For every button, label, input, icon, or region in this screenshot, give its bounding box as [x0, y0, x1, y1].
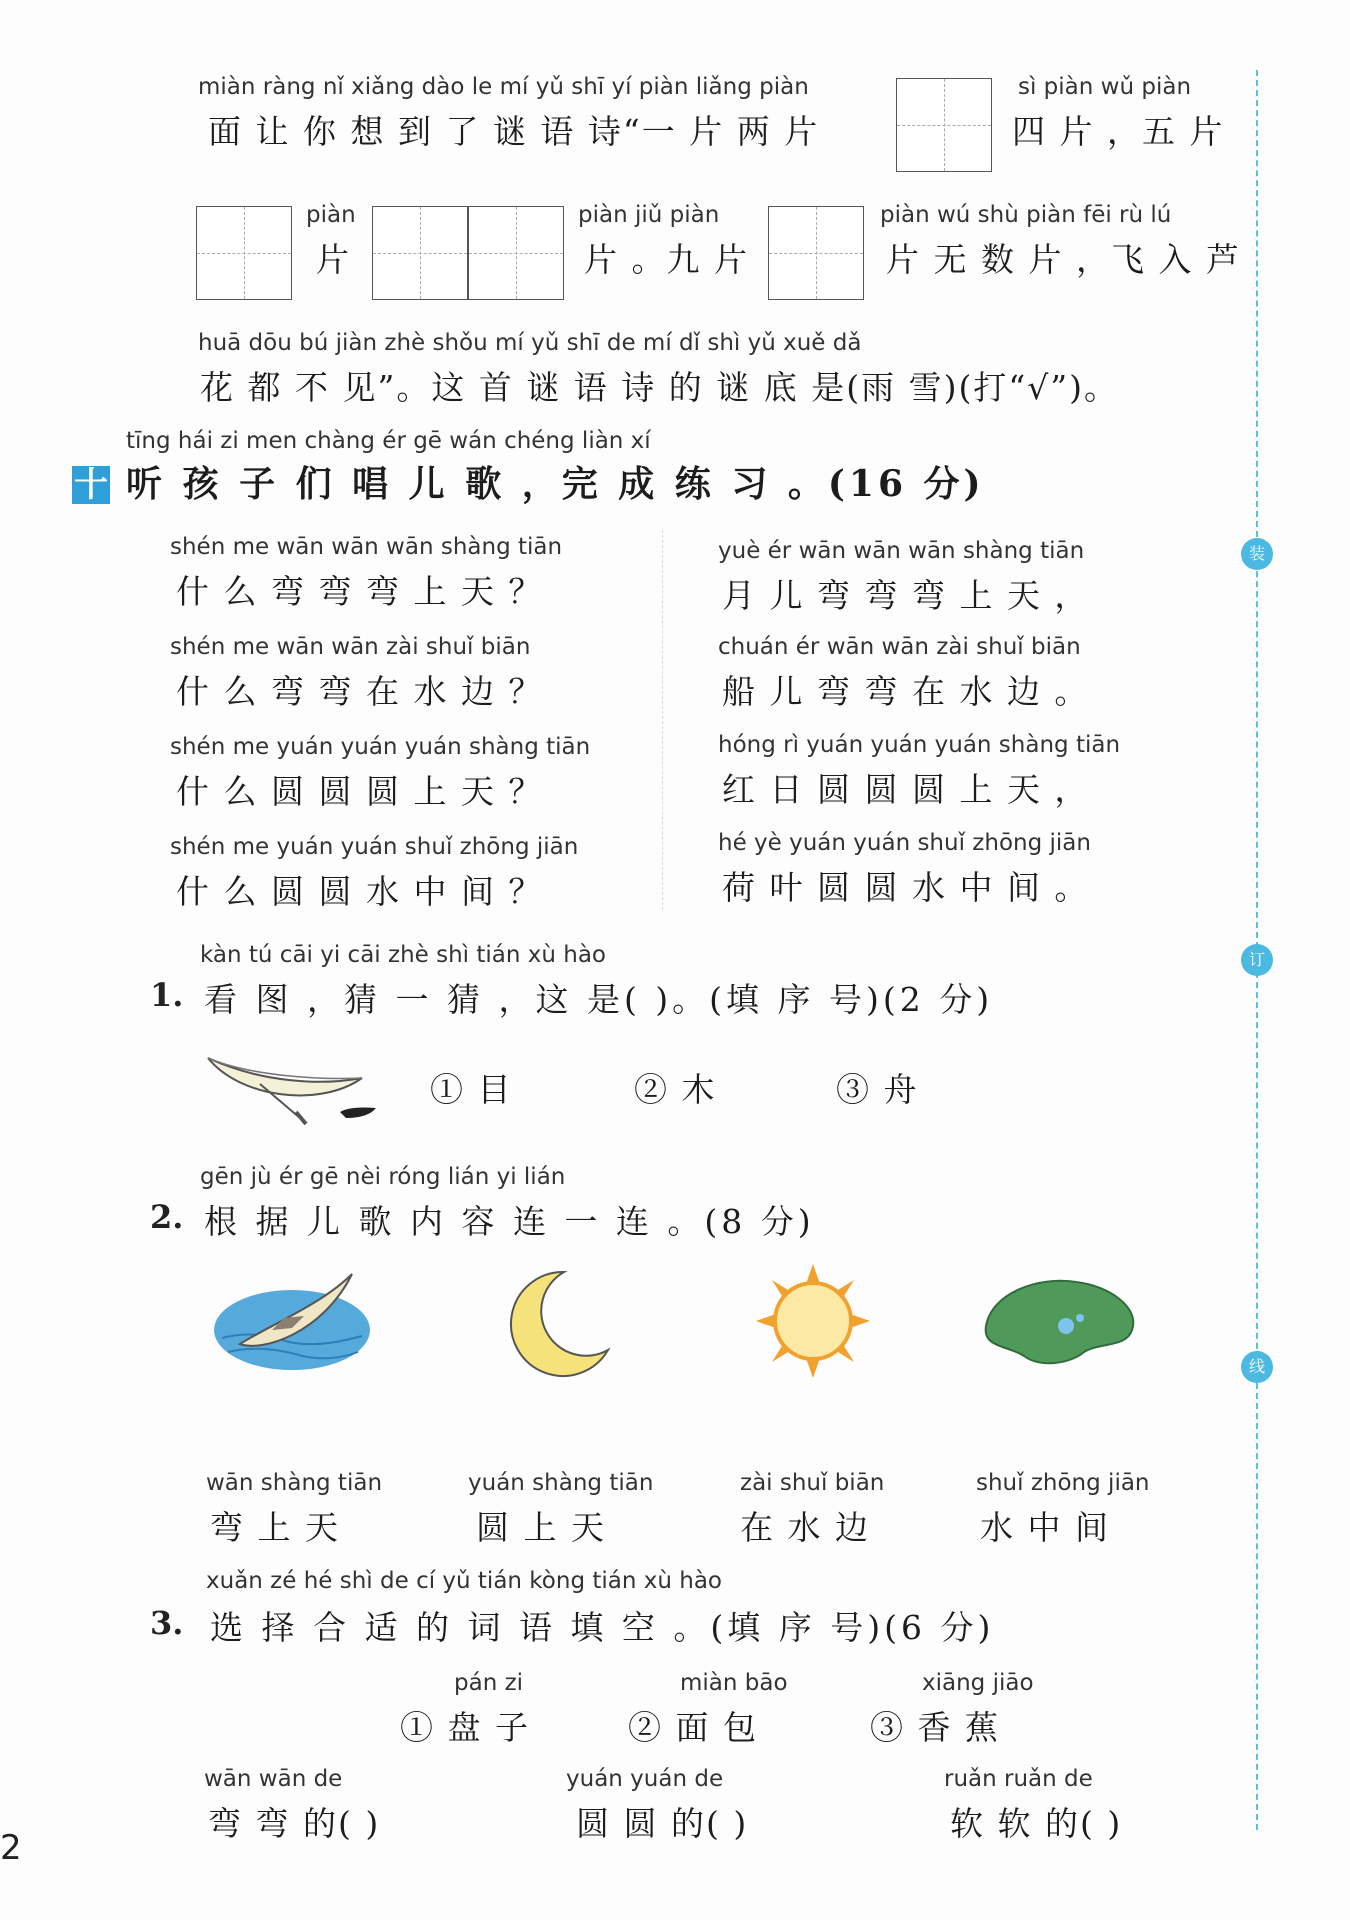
song-left-4-pinyin: shén me yuán yuán shuǐ zhōng jiān [170, 834, 579, 860]
margin-mark-3: 线 [1241, 1351, 1273, 1383]
q1-option-3: ③ 舟 [836, 1070, 919, 1109]
q1-option-2: ② 木 [634, 1070, 717, 1109]
boat-sketch-picture [200, 1046, 390, 1128]
song-left-3-pinyin: shén me yuán yuán yuán shàng tiān [170, 734, 591, 760]
q2-number: 2. [150, 1198, 184, 1236]
q2-phrase-3-text[interactable]: 在 水 边 [740, 1508, 870, 1547]
riddle-line2c-pinyin: piàn wú shù piàn fēi rù lú [880, 202, 1172, 228]
q1-pinyin: kàn tú cāi yi cāi zhè shì tián xù hào [200, 942, 607, 968]
q1-number: 1. [150, 976, 184, 1014]
song-left-2-pinyin: shén me wān wān zài shuǐ biān [170, 634, 531, 660]
riddle-line1b-pinyin: sì piàn wǔ piàn [1018, 74, 1192, 100]
q3-option-2-pinyin: miàn bāo [680, 1670, 788, 1696]
q3-blank-2[interactable]: 圆 圆 的( ) [576, 1804, 749, 1843]
q3-blank-3-pinyin: ruǎn ruǎn de [944, 1766, 1093, 1792]
page-number: 2 [0, 1828, 22, 1868]
writing-box-3[interactable] [372, 206, 468, 300]
song-right-2-pinyin: chuán ér wān wān zài shuǐ biān [718, 634, 1081, 660]
riddle-line2b-text: 片 。九 片 [584, 240, 749, 279]
q2-phrase-3-pinyin: zài shuǐ biān [740, 1470, 885, 1496]
riddle-line2a-text: 片 [316, 240, 351, 279]
song-column-divider [662, 530, 663, 910]
lotus-leaf-picture[interactable] [980, 1272, 1142, 1370]
q2-pinyin: gēn jù ér gē nèi róng lián yi lián [200, 1164, 566, 1190]
section-number-badge: 十 [74, 465, 108, 505]
q3-blank-1-pinyin: wān wān de [204, 1766, 343, 1792]
song-right-4-text: 荷 叶 圆 圆 水 中 间 。 [722, 868, 1090, 907]
q3-option-1-pinyin: pán zi [454, 1670, 524, 1696]
q3-blank-2-pinyin: yuán yuán de [566, 1766, 724, 1792]
riddle-line2a-pinyin: piàn [306, 202, 356, 228]
q2-question: 根 据 儿 歌 内 容 连 一 连 。(8 分) [204, 1202, 815, 1241]
song-left-1-text: 什 么 弯 弯 弯 上 天 ？ [176, 572, 544, 611]
song-left-1-pinyin: shén me wān wān wān shàng tiān [170, 534, 563, 560]
song-right-4-pinyin: hé yè yuán yuán shuǐ zhōng jiān [718, 830, 1091, 856]
riddle-line1b-text: 四 片 ，五 片 [1012, 112, 1225, 151]
section-title: 听 孩 子 们 唱 儿 歌 ，完 成 练 习 。(16 分) [126, 463, 985, 505]
q1-question: 看 图 ，猜 一 猜 ，这 是( )。(填 序 号)(2 分) [204, 980, 994, 1019]
riddle-line1-pinyin: miàn ràng nǐ xiǎng dào le mí yǔ shī yí piàn liǎng piàn [198, 74, 809, 100]
q2-phrase-1-text[interactable]: 弯 上 天 [210, 1508, 340, 1547]
riddle-line3-pinyin: huā dōu bú jiàn zhè shǒu mí yǔ shī de mí dǐ shì yǔ xuě dǎ [198, 330, 862, 356]
song-left-4-text: 什 么 圆 圆 水 中 间 ？ [176, 872, 544, 911]
song-right-1-pinyin: yuè ér wān wān wān shàng tiān [718, 538, 1085, 564]
riddle-line2b-pinyin: piàn jiǔ piàn [578, 202, 720, 228]
q3-option-2-text: ② 面 包 [628, 1708, 758, 1747]
q3-option-3-text: ③ 香 蕉 [870, 1708, 1000, 1747]
sun-picture[interactable] [754, 1262, 872, 1380]
riddle-line2c-text: 片 无 数 片 ，飞 入 芦 [886, 240, 1241, 279]
riddle-line1-text: 面 让 你 想 到 了 谜 语 诗“一 片 两 片 [208, 112, 820, 151]
song-right-2-text: 船 儿 弯 弯 在 水 边 。 [722, 672, 1090, 711]
writing-box-2[interactable] [196, 206, 292, 300]
song-right-3-text: 红 日 圆 圆 圆 上 天 ， [722, 770, 1090, 809]
margin-mark-1: 装 [1241, 538, 1273, 570]
q3-question: 选 择 合 适 的 词 语 填 空 。(填 序 号)(6 分) [210, 1608, 995, 1647]
q2-phrase-4-text[interactable]: 水 中 间 [980, 1508, 1110, 1547]
song-left-2-text: 什 么 弯 弯 在 水 边 ？ [176, 672, 544, 711]
q1-option-1: ① 目 [430, 1070, 513, 1109]
margin-mark-2: 订 [1241, 944, 1273, 976]
writing-box-4[interactable] [468, 206, 564, 300]
q3-pinyin: xuǎn zé hé shì de cí yǔ tián kòng tián xù hào [206, 1568, 722, 1594]
song-right-3-pinyin: hóng rì yuán yuán yuán shàng tiān [718, 732, 1121, 758]
song-right-1-text: 月 儿 弯 弯 弯 上 天 ， [722, 576, 1090, 615]
q2-phrase-1-pinyin: wān shàng tiān [206, 1470, 383, 1496]
q2-phrase-4-pinyin: shuǐ zhōng jiān [976, 1470, 1150, 1496]
writing-box-5[interactable] [768, 206, 864, 300]
q3-blank-3[interactable]: 软 软 的( ) [950, 1804, 1123, 1843]
writing-box-1[interactable] [896, 78, 992, 172]
section-title-pinyin: tīng hái zi men chàng ér gē wán chéng liàn xí [126, 428, 651, 454]
q2-phrase-2-pinyin: yuán shàng tiān [468, 1470, 654, 1496]
q3-option-3-pinyin: xiāng jiāo [922, 1670, 1034, 1696]
q2-phrase-2-text[interactable]: 圆 上 天 [476, 1508, 606, 1547]
q3-option-1-text: ① 盘 子 [400, 1708, 530, 1747]
boat-picture[interactable] [212, 1260, 372, 1378]
riddle-line3-text: 花 都 不 见”。这 首 谜 语 诗 的 谜 底 是(雨 雪)(打“√”)。 [200, 368, 1120, 407]
moon-picture[interactable] [504, 1266, 616, 1378]
song-left-3-text: 什 么 圆 圆 圆 上 天 ？ [176, 772, 544, 811]
q3-blank-1[interactable]: 弯 弯 的( ) [208, 1804, 381, 1843]
q3-number: 3. [150, 1604, 184, 1642]
